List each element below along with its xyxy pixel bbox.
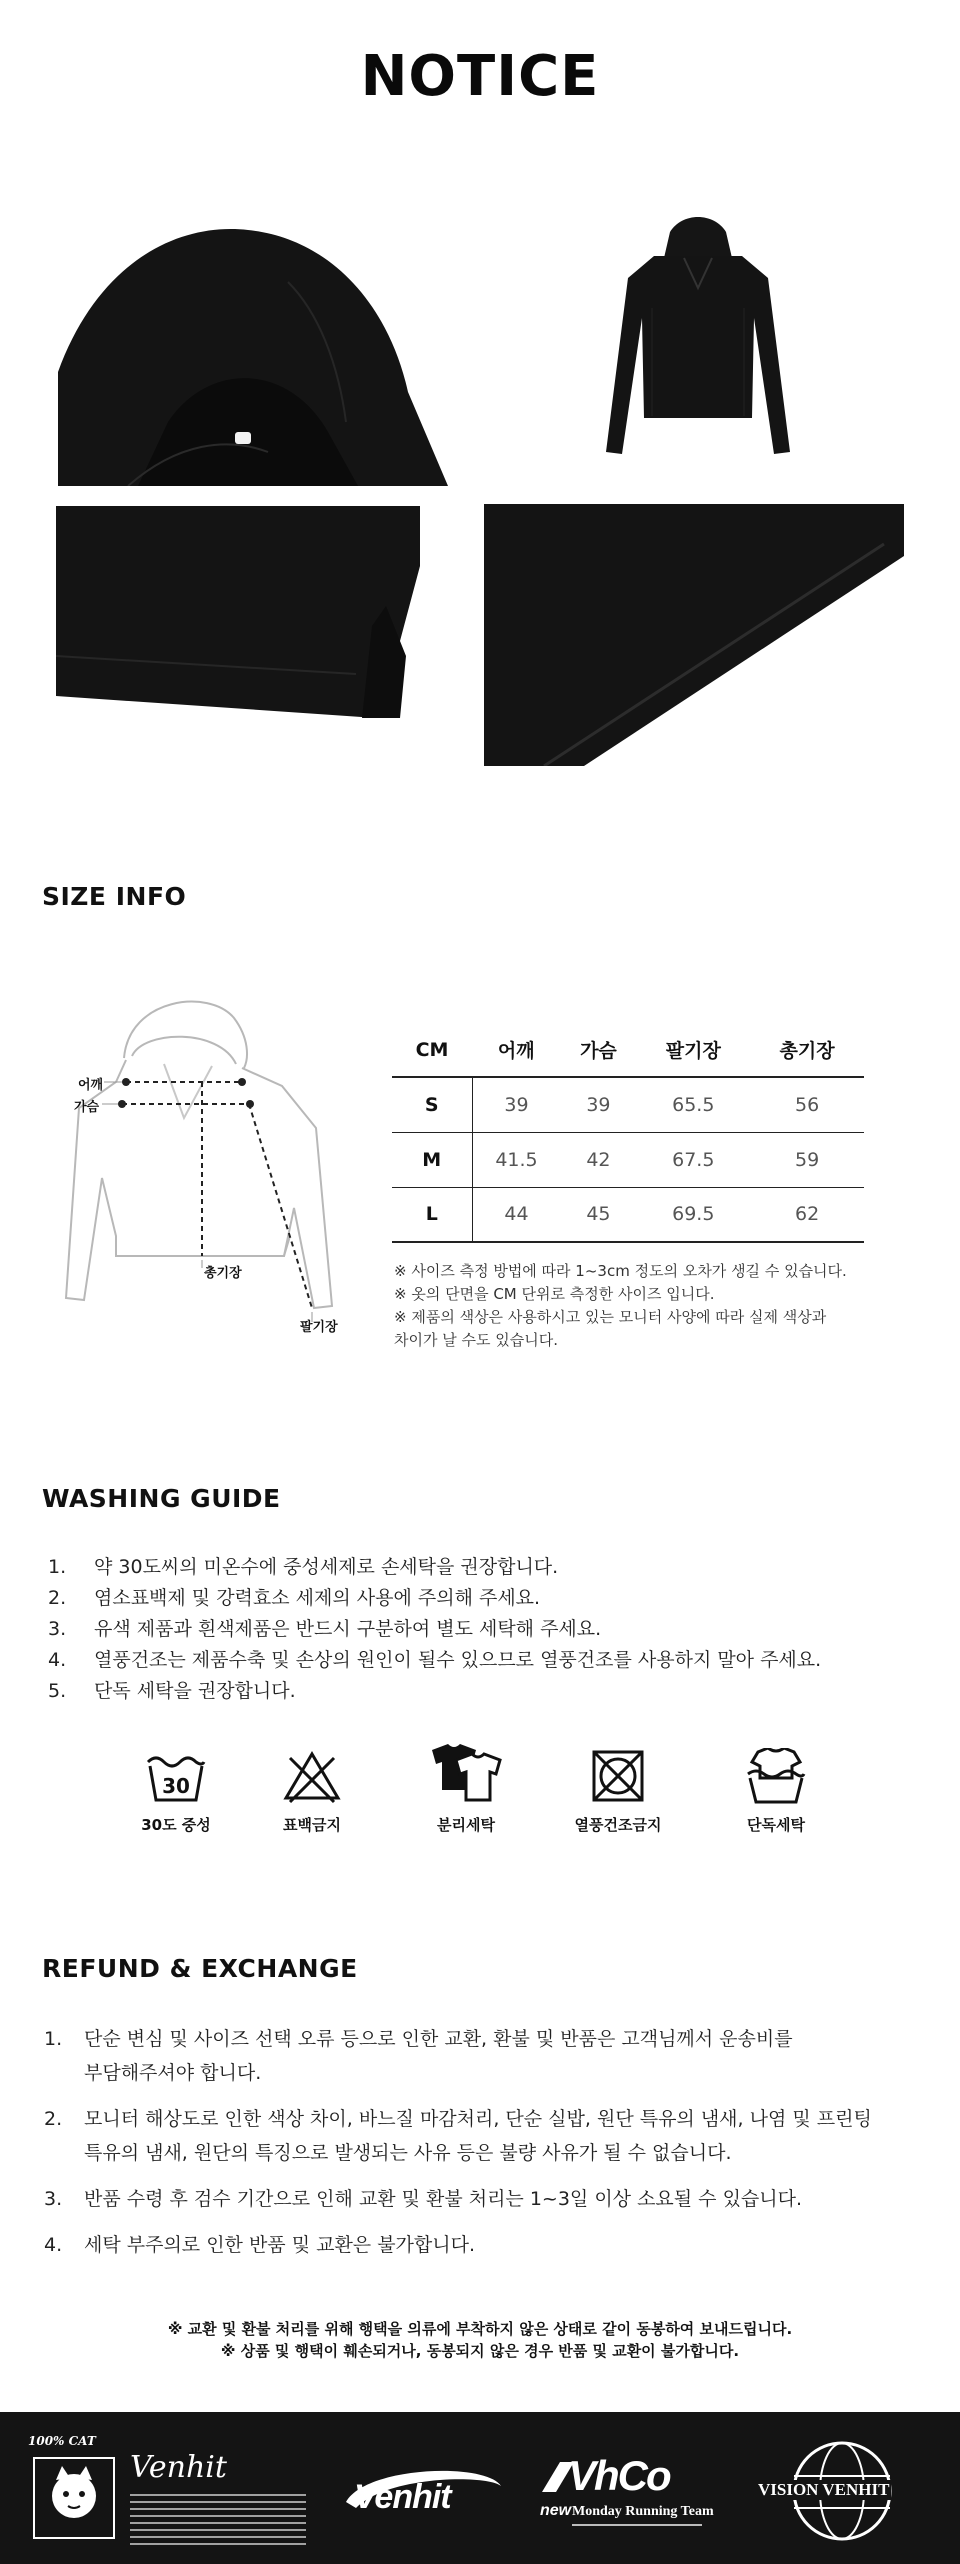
item-text: 염소표백제 및 강력효소 세제의 사용에 주의해 주세요.: [94, 1587, 541, 1609]
item-text: 특유의 냄새, 원단의 특징으로 발생되는 사유 등은 불량 사유가 될 수 없습니다.: [84, 2142, 732, 2164]
list-item: [48, 1583, 821, 1614]
brand-logo-vision-venhit: [752, 2438, 932, 2544]
cat-portrait-icon: [32, 2456, 116, 2540]
item-number: 2.: [44, 2108, 63, 2130]
size-table-header: [392, 1023, 864, 1077]
list-item: [48, 1552, 821, 1583]
size-cell: S: [392, 1077, 472, 1132]
brand-logo-100cat-venhit: [26, 2434, 316, 2548]
item-text: 반품 수령 후 검수 기간으로 인해 교환 및 환불 처리는 1~3일 이상 소요될 수 있습니다.: [84, 2188, 803, 2210]
item-number: 3.: [44, 2188, 63, 2210]
brand-decorative-text-block: [130, 2494, 306, 2546]
care-label: 30도 중성: [141, 1816, 211, 1834]
care-item-wash-alone: [726, 1748, 826, 1835]
header-cell: 어깨: [472, 1023, 560, 1077]
shoulder-label: 어깨: [78, 1078, 104, 1093]
value-cell: 67.5: [636, 1132, 750, 1187]
table-row: [392, 1187, 864, 1242]
header-cell: 팔기장: [636, 1023, 750, 1077]
item-number: 5.: [48, 1680, 67, 1702]
value-cell: 42: [560, 1132, 636, 1187]
hem-detail-photo: [484, 504, 904, 766]
item-text: 부담해주셔야 합니다.: [84, 2062, 262, 2084]
page-title: NOTICE: [360, 44, 600, 109]
item-text: 세탁 부주의로 인한 반품 및 교환은 불가합니다.: [84, 2234, 476, 2256]
care-item-wash-30: [126, 1748, 226, 1835]
size-notes: [394, 1260, 914, 1352]
value-cell: 44: [472, 1187, 560, 1242]
sleeve-label: 팔기장: [300, 1320, 338, 1335]
item-text: 열풍건조는 제품수축 및 손상의 원인이 될수 있으므로 열풍건조를 사용하지 말아 주세요.: [94, 1649, 822, 1671]
washing-guide-title: WASHING GUIDE: [42, 1484, 281, 1513]
value-cell: 39: [560, 1077, 636, 1132]
item-text: 모니터 해상도로 인한 색상 차이, 바느질 마감처리, 단순 실밥, 원단 특유의 냄새, 나염 및 프린팅: [84, 2108, 872, 2130]
value-cell: 45: [560, 1187, 636, 1242]
list-item: [48, 1614, 821, 1645]
no-tumble-dry-icon: [586, 1748, 650, 1804]
care-item-separate-wash: [416, 1742, 516, 1835]
brand-script-text: Venhit: [130, 2450, 227, 2485]
header-cell: CM: [392, 1023, 472, 1077]
wash-alone-icon: [744, 1748, 808, 1804]
item-number: 3.: [48, 1618, 67, 1640]
brand-tag: new: [540, 2502, 572, 2519]
value-cell: 69.5: [636, 1187, 750, 1242]
size-diagram: [44, 978, 374, 1368]
care-label: 열풍건조금지: [574, 1816, 662, 1834]
separate-wash-icon: [426, 1742, 506, 1804]
item-number: 4.: [44, 2234, 63, 2256]
item-number: 4.: [48, 1649, 67, 1671]
table-row: [392, 1077, 864, 1132]
refund-notes: [0, 2318, 960, 2362]
brand-logo-vhco: [538, 2452, 714, 2538]
item-number: 1.: [44, 2028, 63, 2050]
brand-text: Venhit: [354, 2478, 451, 2516]
value-cell: 39: [472, 1077, 560, 1132]
brand-text: VISION VENHIT: [758, 2480, 890, 2499]
brand-small-text: 100% CAT: [28, 2434, 96, 2448]
washing-list: [48, 1552, 821, 1707]
care-label: 단독세탁: [747, 1816, 805, 1834]
length-label: 총기장: [204, 1266, 242, 1281]
header-cell: 가슴: [560, 1023, 636, 1077]
value-cell: 59: [750, 1132, 864, 1187]
item-text: 약 30도씨의 미온수에 중성세제로 손세탁을 권장합니다.: [94, 1556, 559, 1578]
item-text: 유색 제품과 흰색제품은 반드시 구분하여 별도 세탁해 주세요.: [94, 1618, 602, 1640]
no-bleach-icon: [280, 1748, 344, 1804]
size-note: 차이가 날 수도 있습니다.: [394, 1331, 558, 1349]
refund-list: [44, 2022, 924, 2274]
brand-logo-venhit: [336, 2462, 506, 2526]
item-text: 단순 변심 및 사이즈 선택 오류 등으로 인한 교환, 환불 및 반품은 고객님께서 운송비를: [84, 2028, 793, 2050]
list-item: [48, 1676, 821, 1707]
size-note: ※ 옷의 단면을 CM 단위로 측정한 사이즈 입니다.: [394, 1285, 715, 1303]
item-number: 2.: [48, 1587, 67, 1609]
value-cell: 62: [750, 1187, 864, 1242]
care-label: 분리세탁: [437, 1816, 495, 1834]
care-label: 표백금지: [283, 1816, 341, 1834]
hood-detail-photo: [58, 222, 470, 486]
list-item: [44, 2182, 924, 2216]
list-item: [48, 1645, 821, 1676]
size-note: ※ 제품의 색상은 사용하시고 있는 모니터 사양에 따라 실제 색상과: [394, 1308, 827, 1326]
size-cell: L: [392, 1187, 472, 1242]
wash-temp: 30: [162, 1774, 190, 1798]
refund-title: REFUND & EXCHANGE: [42, 1954, 358, 1983]
item-text: 단독 세탁을 권장합니다.: [94, 1680, 296, 1702]
care-item-no-bleach: [262, 1748, 362, 1835]
chest-label: 가슴: [74, 1100, 100, 1115]
size-cell: M: [392, 1132, 472, 1187]
list-item: [44, 2102, 924, 2170]
value-cell: 65.5: [636, 1077, 750, 1132]
front-view-photo: [592, 208, 804, 470]
footer-brand-strip: [0, 2412, 960, 2564]
brand-text: VhCo: [568, 2452, 670, 2499]
size-note: ※ 사이즈 측정 방법에 따라 1~3cm 정도의 오차가 생길 수 있습니다.: [394, 1262, 847, 1280]
value-cell: 41.5: [472, 1132, 560, 1187]
brand-subtext: Monday Running Team: [572, 2504, 714, 2519]
refund-note: ※ 상품 및 행택이 훼손되거나, 동봉되지 않은 경우 반품 및 교환이 불가합니다.: [220, 2342, 740, 2360]
size-table: [392, 1023, 864, 1243]
header-cell: 총기장: [750, 1023, 864, 1077]
list-item: [44, 2022, 924, 2090]
care-item-no-tumble-dry: [568, 1748, 668, 1835]
value-cell: 56: [750, 1077, 864, 1132]
list-item: [44, 2228, 924, 2262]
sleeve-detail-photo: [56, 506, 420, 726]
brand-underline: [572, 2524, 702, 2526]
table-row: [392, 1132, 864, 1187]
size-info-title: SIZE INFO: [42, 882, 187, 911]
refund-note: ※ 교환 및 환불 처리를 위해 행택을 의류에 부착하지 않은 상태로 같이 동봉하여 보내드립니다.: [167, 2320, 793, 2338]
wash-30-icon: [144, 1748, 208, 1804]
item-number: 1.: [48, 1556, 67, 1578]
